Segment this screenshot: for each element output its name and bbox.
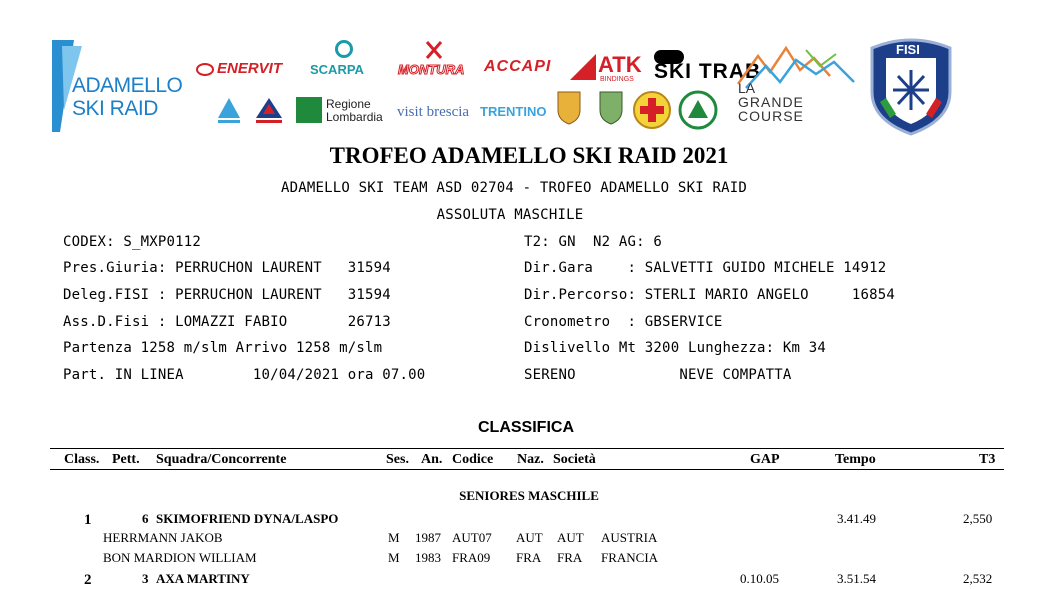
grande-course-line3: COURSE [738, 108, 804, 124]
trentino-logo: TRENTINO [480, 104, 547, 119]
col-an: An. [421, 452, 443, 467]
member-country: AUSTRIA [601, 530, 658, 545]
classifica-title: CLASSIFICA [478, 419, 574, 436]
start-type-line: Part. IN LINEA 10/04/2021 ora 07.00 [63, 367, 426, 383]
enervit-logo [196, 60, 282, 77]
comune-crest-2 [594, 90, 628, 128]
member-soc: AUT [557, 530, 584, 545]
col-squadra: Squadra/Concorrente [156, 452, 287, 467]
dir-percorso-line: Dir.Percorso: STERLI MARIO ANGELO 16854 [524, 287, 896, 303]
round-badge-icon [678, 90, 718, 130]
member-name: HERRMANN JAKOB [103, 530, 223, 545]
result-gap: 0.10.05 [740, 571, 779, 586]
col-class: Class. [64, 452, 100, 467]
grande-course-line2: GRANDE [738, 94, 804, 110]
weather-line: SERENO NEVE COMPATTA [524, 367, 792, 383]
grande-course-line1: LA [738, 80, 756, 96]
la-grande-course-logo [736, 44, 866, 128]
col-ses: Ses. [386, 452, 409, 467]
regione-icon [296, 97, 322, 123]
pres-giuria-line: Pres.Giuria: PERRUCHON LAURENT 31594 [63, 260, 391, 276]
member-sex: M [388, 530, 400, 545]
small-mountain-logo-1 [214, 96, 244, 126]
montura-logo [396, 40, 472, 82]
col-gap: GAP [750, 452, 780, 467]
result-team: SKIMOFRIEND DYNA/LASPO [156, 511, 339, 526]
member-name: BON MARDION WILLIAM [103, 550, 257, 565]
member-code: FRA09 [452, 550, 491, 565]
atk-icon [570, 54, 596, 80]
document-title: TROFEO ADAMELLO SKI RAID 2021 [329, 143, 729, 168]
result-t3: 2,532 [963, 571, 993, 586]
result-time: 3.41.49 [837, 511, 876, 526]
skitrab-text: SKI TRAB [654, 60, 762, 83]
result-bib: 3 [142, 571, 149, 586]
enervit-text: ENERVIT [217, 60, 283, 77]
crest-icon [594, 90, 628, 128]
member-code: AUT07 [452, 530, 492, 545]
codex-line: CODEX: S_MXP0112 [63, 234, 202, 250]
col-codice: Codice [452, 452, 494, 467]
atk-subtext: BINDINGS [600, 76, 634, 83]
atk-logo [570, 52, 642, 86]
member-year: 1987 [415, 530, 441, 545]
header-bottom-rule [50, 469, 1004, 470]
regione-line2: Lombardia [326, 110, 383, 124]
grande-course-icon [736, 44, 866, 94]
category-label: ASSOLUTA MASCHILE [436, 207, 584, 223]
accapi-logo: ACCAPI [484, 58, 552, 75]
scarpa-logo [307, 40, 385, 80]
member-naz: AUT [516, 530, 543, 545]
ass-fisi-line: Ass.D.Fisi : LOMAZZI FABIO 26713 [63, 314, 391, 330]
member-sex: M [388, 550, 400, 565]
header-top-rule [50, 448, 1004, 449]
red-cross-badge-icon [632, 90, 672, 130]
visit-brescia-logo: visit brescia [397, 104, 470, 120]
member-country: FRANCIA [601, 550, 659, 565]
association-badge [678, 90, 718, 130]
scarpa-text: SCARPA [310, 62, 364, 77]
regione-lombardia-logo [296, 97, 388, 125]
small-mountain-logo-2 [252, 96, 286, 126]
dir-gara-line: Dir.Gara : SALVETTI GUIDO MICHELE 14912 [524, 260, 887, 276]
document-subtitle: ADAMELLO SKI TEAM ASD 02704 - TROFEO ADAMELLO SKI RAID [281, 180, 747, 196]
result-time: 3.51.54 [837, 571, 876, 586]
dislivello-line: Dislivello Mt 3200 Lunghezza: Km 34 [524, 340, 827, 356]
deleg-fisi-line: Deleg.FISI : PERRUCHON LAURENT 31594 [63, 287, 391, 303]
fisi-text: FISI [896, 42, 920, 57]
adamello-logo-line1: ADAMELLO [72, 74, 183, 97]
adamello-ski-raid-logo [52, 40, 197, 132]
cronometro-line: Cronometro : GBSERVICE [524, 314, 723, 330]
fisi-logo [866, 36, 956, 136]
mountain-icon [252, 96, 286, 126]
comune-crest-1 [552, 90, 586, 128]
col-societa: Società [553, 452, 596, 467]
atk-text: ATK [598, 52, 642, 77]
result-t3: 2,550 [963, 511, 993, 526]
col-naz: Naz. [517, 452, 544, 467]
member-soc: FRA [557, 550, 583, 565]
partenza-line: Partenza 1258 m/slm Arrivo 1258 m/slm [63, 340, 383, 356]
regione-line1: Regione [326, 97, 371, 111]
montura-text: MONTURA [398, 62, 465, 77]
crest-icon [552, 90, 586, 128]
result-team: AXA MARTINY [156, 571, 250, 586]
col-pett: Pett. [112, 452, 140, 467]
col-t3: T3 [979, 452, 996, 467]
result-bib: 6 [142, 511, 149, 526]
soccorso-alpino-badge [632, 90, 672, 130]
mountain-drop-icon [214, 96, 244, 126]
member-year: 1983 [415, 550, 441, 565]
skitrab-logo [652, 48, 762, 84]
enervit-icon [196, 63, 214, 76]
section-heading: SENIORES MASCHILE [459, 488, 599, 503]
scarpa-icon [335, 40, 353, 58]
adamello-logo-line2: SKI RAID [72, 97, 158, 120]
result-position: 1 [84, 512, 92, 528]
member-naz: FRA [516, 550, 542, 565]
col-tempo: Tempo [835, 452, 876, 467]
t2-line: T2: GN N2 AG: 6 [524, 234, 663, 250]
result-position: 2 [84, 572, 92, 588]
